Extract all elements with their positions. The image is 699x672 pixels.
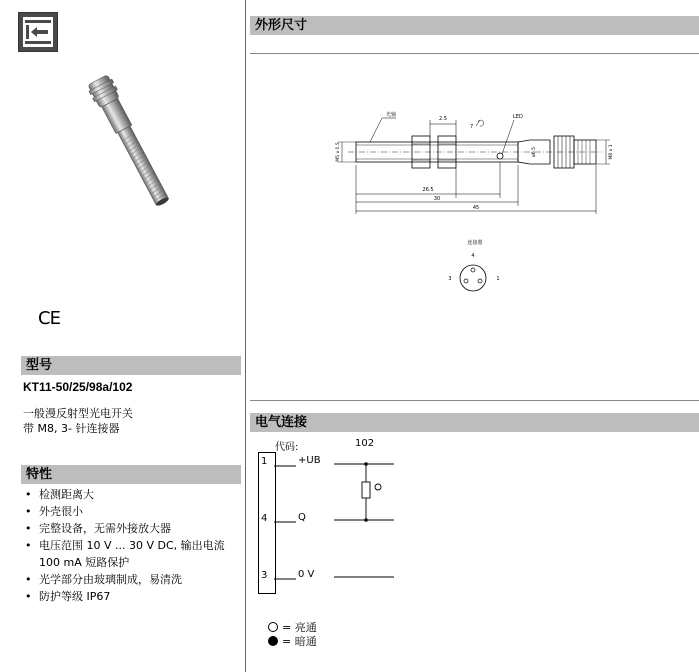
feature-item: • 电压范围 10 V ... 30 V DC, 输出电流 100 mA 短路保护 [22, 537, 244, 571]
label-optical-axis: 光轴 [386, 112, 397, 118]
logo-icon [18, 12, 58, 52]
dim-26-5: 26.5 [422, 187, 434, 193]
dimension-drawing [330, 110, 620, 220]
open-circle-icon [268, 622, 278, 632]
description-line1: 一般漫反射型光电开关 [23, 407, 133, 420]
connector-pin-diagram [440, 235, 510, 303]
dimensions-heading: 外形尺寸 [250, 16, 699, 35]
pin-label: 0 V [298, 569, 315, 580]
label-m8: M8 x 1 [609, 144, 614, 160]
features-heading: 特性 [21, 465, 241, 484]
pin-number: 1 [261, 456, 268, 467]
label-2-5: 2.5 [439, 116, 447, 122]
ce-mark: CE [38, 308, 60, 329]
description-line2: 带 M8, 3- 针连接器 [23, 422, 120, 435]
model-heading: 型号 [21, 356, 241, 375]
dim-30: 30 [433, 196, 441, 202]
connector-title: 连接器 [467, 240, 483, 246]
column-divider [245, 0, 246, 672]
code-label: 代码: [275, 442, 299, 453]
pin-3-label: 3 [448, 276, 452, 282]
pin-label: +UB [298, 455, 321, 466]
pin-number: 4 [261, 513, 268, 524]
electrical-heading: 电气连接 [250, 413, 699, 432]
pin-label: Q [298, 512, 306, 523]
wiring-diagram [274, 452, 404, 592]
filled-circle-icon [268, 636, 278, 646]
label-led: LED [513, 114, 523, 120]
label-7: 7 [470, 124, 474, 130]
legend-dark-on [268, 633, 317, 649]
feature-item: • 防护等级 IP67 [22, 588, 244, 605]
feature-item: • 外壳很小 [22, 503, 244, 520]
dim-45: 45 [472, 205, 480, 211]
legend-light-on-text: = 亮通 [282, 621, 317, 634]
feature-item: • 光学部分由玻璃制成，易清洗 [22, 571, 244, 588]
legend-dark-on-text: = 暗通 [282, 635, 317, 648]
model-number: KT11-50/25/98a/102 [23, 380, 133, 394]
feature-item: • 检测距离大 [22, 486, 244, 503]
pin-1-label: 1 [496, 276, 500, 282]
label-phi6-5: ø6.5 [532, 147, 537, 157]
pin-number: 3 [261, 570, 268, 581]
label-m5: M5 x 0.5 [336, 142, 341, 162]
dimensions-rule [250, 53, 699, 54]
pin-4-label: 4 [471, 253, 475, 259]
features-list [22, 486, 244, 605]
feature-item: • 完整设备，无需外接放大器 [22, 520, 244, 537]
sensor-product-image [60, 68, 200, 218]
code-value: 102 [355, 438, 375, 449]
dimensions-bottom-rule [250, 400, 699, 401]
